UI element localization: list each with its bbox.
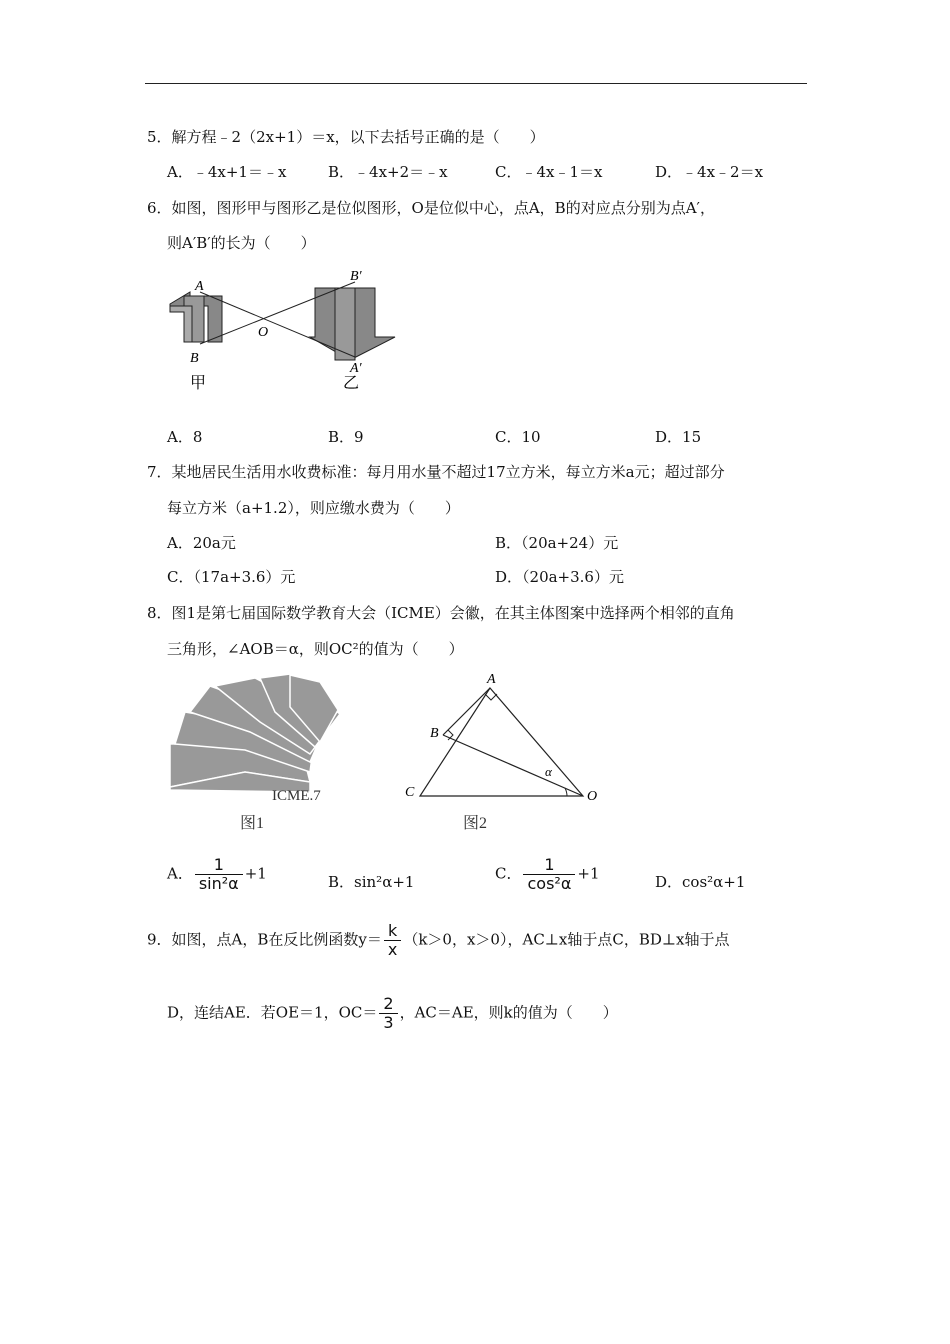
q6-point-a: A: [195, 279, 204, 294]
q5-option-c: C．﹣4x﹣1＝x: [495, 163, 603, 181]
q5-option-b: B．﹣4x+2＝﹣x: [328, 163, 448, 181]
q6-stem-line1: 6．如图，图形甲与图形乙是位似图形，O是位似中心，点A，B的对应点分别为点A′，: [147, 199, 715, 217]
q8-option-b: B．sin²α+1: [328, 873, 415, 891]
q8-option-c-num: 1: [544, 855, 555, 874]
q7-option-d: D．（20a+3.6）元: [495, 568, 624, 586]
q8-option-c: [495, 856, 600, 893]
q8-option-a-den: sin²α: [195, 874, 243, 893]
q5-option-d: D．﹣4x﹣2＝x: [655, 163, 764, 181]
q6-option-a: A．8: [167, 428, 203, 446]
q6-option-b: B．9: [328, 428, 364, 446]
q8-option-a: [167, 856, 267, 893]
q8-option-d: D．cos²α+1: [655, 873, 746, 891]
q9-stem-line1: [147, 922, 729, 959]
q8-stem-line1: 8．图1是第七届国际数学教育大会（ICME）会徽，在其主体图案中选择两个相邻的直角: [147, 604, 735, 622]
q8-point-o: O: [587, 789, 598, 804]
q9-stem-line2: [167, 995, 618, 1032]
q6-point-b: B: [190, 351, 199, 366]
q9-stem1-post: （k＞0，x＞0），AC⊥x轴于点C，BD⊥x轴于点: [403, 930, 730, 949]
q5-option-a: A．﹣4x+1＝﹣x: [167, 163, 287, 181]
q6-point-b-prime: B′: [350, 269, 362, 284]
q9-stem1-pre: 9．如图，点A，B在反比例函数y＝: [147, 930, 382, 949]
q8-option-a-prefix: A．: [167, 864, 193, 883]
q9-stem2-pre: D，连结AE．若OE＝1，OC＝: [167, 1003, 378, 1022]
q8-stem-line2: 三角形，∠AOB＝α，则OC²的值为（ ）: [167, 640, 464, 658]
q8-option-c-prefix: C．: [495, 864, 522, 883]
q8-point-c: C: [405, 785, 415, 800]
q8-figure-1: [160, 672, 350, 837]
q9-stem2-post: ，AC＝AE，则k的值为（ ）: [399, 1003, 618, 1022]
q7-option-c: C．（17a+3.6）元: [167, 568, 296, 586]
q8-option-a-fraction: [195, 856, 243, 893]
q6-figure: [160, 262, 410, 397]
q8-point-a: A: [487, 672, 496, 687]
q8-option-a-suffix: +1: [244, 864, 267, 883]
q6-label-jia: 甲: [190, 375, 207, 392]
q8-figure-2: [395, 668, 615, 838]
q8-fig2-caption: 图2: [463, 815, 488, 832]
q8-option-a-num: 1: [213, 855, 224, 874]
q6-point-a-prime: A′: [350, 361, 362, 376]
q5-stem: 5．解方程﹣2（2x+1）＝x，以下去括号正确的是（ ）: [147, 128, 545, 146]
q8-option-c-fraction: [523, 856, 575, 893]
figure-yi-body: [335, 288, 355, 360]
q6-stem-line2: 则A′B′的长为（ ）: [167, 234, 316, 252]
q6-option-d: D．15: [655, 428, 702, 446]
q9-frac-2-over-3: [379, 995, 397, 1032]
q7-option-a: A．20a元: [167, 534, 236, 552]
q7-stem-line1: 7．某地居民生活用水收费标准：每月用水量不超过17立方米，每立方米a元；超过部分: [147, 463, 725, 481]
q8-fig1-caption: 图1: [240, 815, 265, 832]
header-rule: [145, 83, 807, 84]
q8-option-c-den: cos²α: [523, 874, 575, 893]
q9-frac1-den: x: [384, 940, 401, 959]
q7-stem-line2: 每立方米（a+1.2），则应缴水费为（ ）: [167, 499, 460, 517]
q6-option-c: C．10: [495, 428, 541, 446]
q9-frac2-num: 2: [383, 994, 394, 1013]
icme-logo-label: ICME.7: [272, 788, 321, 804]
q8-point-b: B: [430, 726, 439, 741]
q8-alpha-label: α: [545, 764, 552, 779]
q8-option-c-suffix: +1: [577, 864, 600, 883]
q6-label-yi: 乙: [343, 375, 360, 392]
q7-option-b: B．（20a+24）元: [495, 534, 619, 552]
q6-point-o: O: [258, 325, 269, 340]
q9-frac2-den: 3: [379, 1013, 397, 1032]
q9-frac1-num: k: [387, 921, 398, 940]
q9-frac-k-over-x: [384, 922, 401, 959]
